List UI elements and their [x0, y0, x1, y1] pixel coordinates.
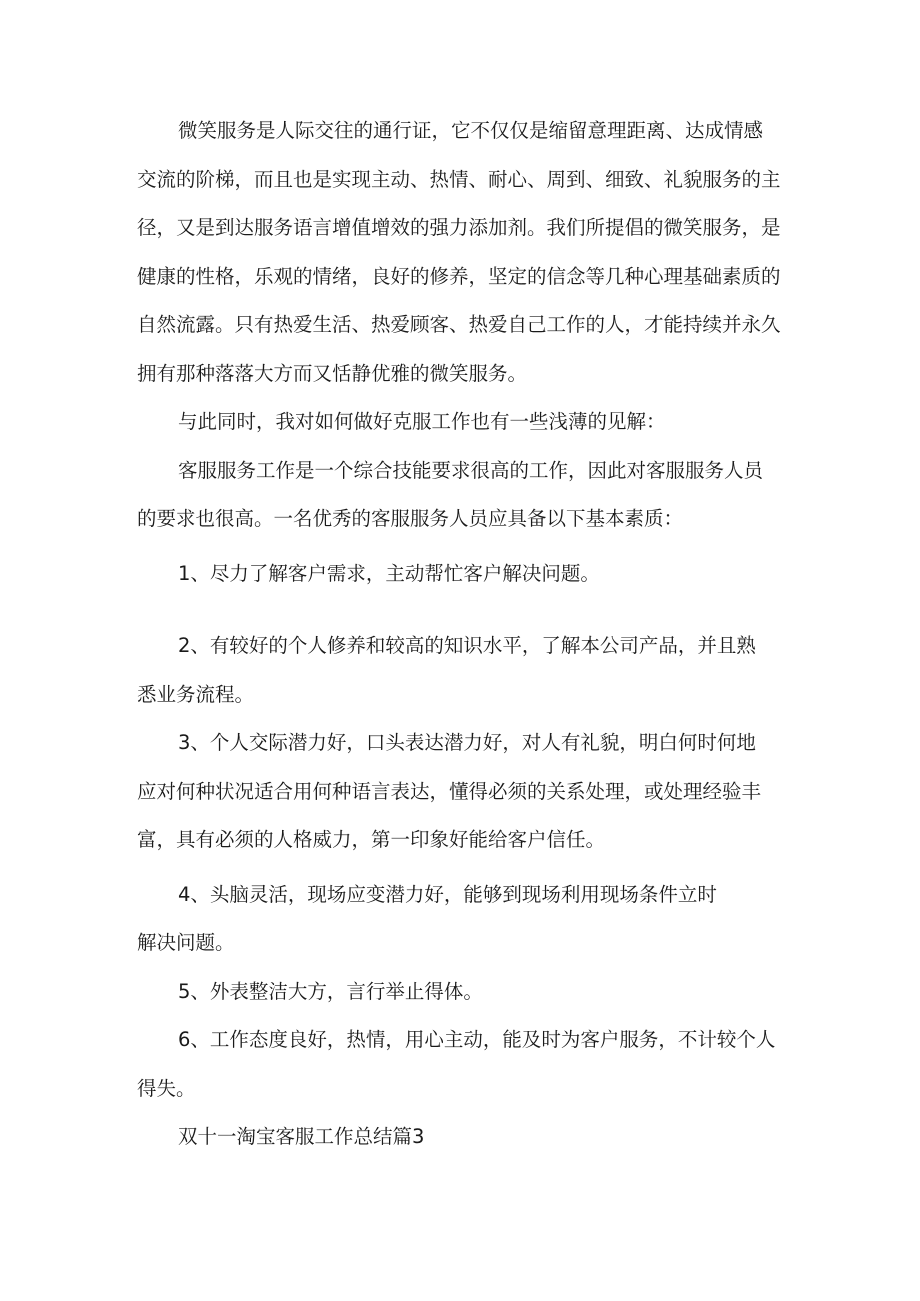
list-item-line: 6、工作态度良好，热情，用心主动，能及时为客户服务，不计较个人 — [178, 1028, 776, 1051]
list-item-line: 应对何种状况适合用何种语言表达，懂得必须的关系处理，或处理经验丰 — [137, 780, 762, 803]
list-item-line: 富，具有必须的人格威力，第一印象好能给客户信任。 — [137, 828, 606, 851]
list-item-line: 3、个人交际潜力好，口头表达潜力好，对人有礼貌，明白何时何地 — [178, 731, 756, 754]
paragraph-line: 的要求也很高。一名优秀的客服服务人员应具备以下基本素质： — [137, 507, 684, 530]
list-item-line: 得失。 — [137, 1077, 196, 1100]
paragraph-line: 径，又是到达服务语言增值增效的强力添加剂。我们所提倡的微笑服务，是 — [137, 216, 781, 239]
list-item-line: 5、外表整洁大方，言行举止得体。 — [178, 980, 483, 1003]
section-heading: 双十一淘宝客服工作总结篇3 — [178, 1125, 425, 1148]
paragraph-line: 与此同时，我对如何做好克服工作也有一些浅薄的见解： — [178, 410, 666, 433]
paragraph-line: 交流的阶梯，而且也是实现主动、热情、耐心、周到、细致、礼貌服务的主 — [137, 168, 781, 191]
paragraph-line: 自然流露。只有热爱生活、热爱顾客、热爱自己工作的人，才能持续并永久 — [137, 313, 781, 336]
paragraph-line: 客服服务工作是一个综合技能要求很高的工作，因此对客服服务人员 — [178, 459, 764, 482]
list-item-line: 4、头脑灵活，现场应变潜力好，能够到现场利用现场条件立时 — [178, 883, 717, 906]
list-item-line: 解决问题。 — [137, 931, 235, 954]
list-item-line: 悉业务流程。 — [137, 683, 255, 706]
paragraph-line: 拥有那种落落大方而又恬静优雅的微笑服务。 — [137, 362, 528, 385]
list-item-line: 2、有较好的个人修养和较高的知识水平，了解本公司产品，并且熟 — [178, 634, 756, 657]
paragraph-line: 微笑服务是人际交往的通行证，它不仅仅是缩留意理距离、达成情感 — [178, 119, 764, 142]
paragraph-line: 健康的性格，乐观的情绪，良好的修养，坚定的信念等几种心理基础素质的 — [137, 265, 781, 288]
list-item-line: 1、尽力了解客户需求，主动帮忙客户解决问题。 — [178, 562, 600, 585]
